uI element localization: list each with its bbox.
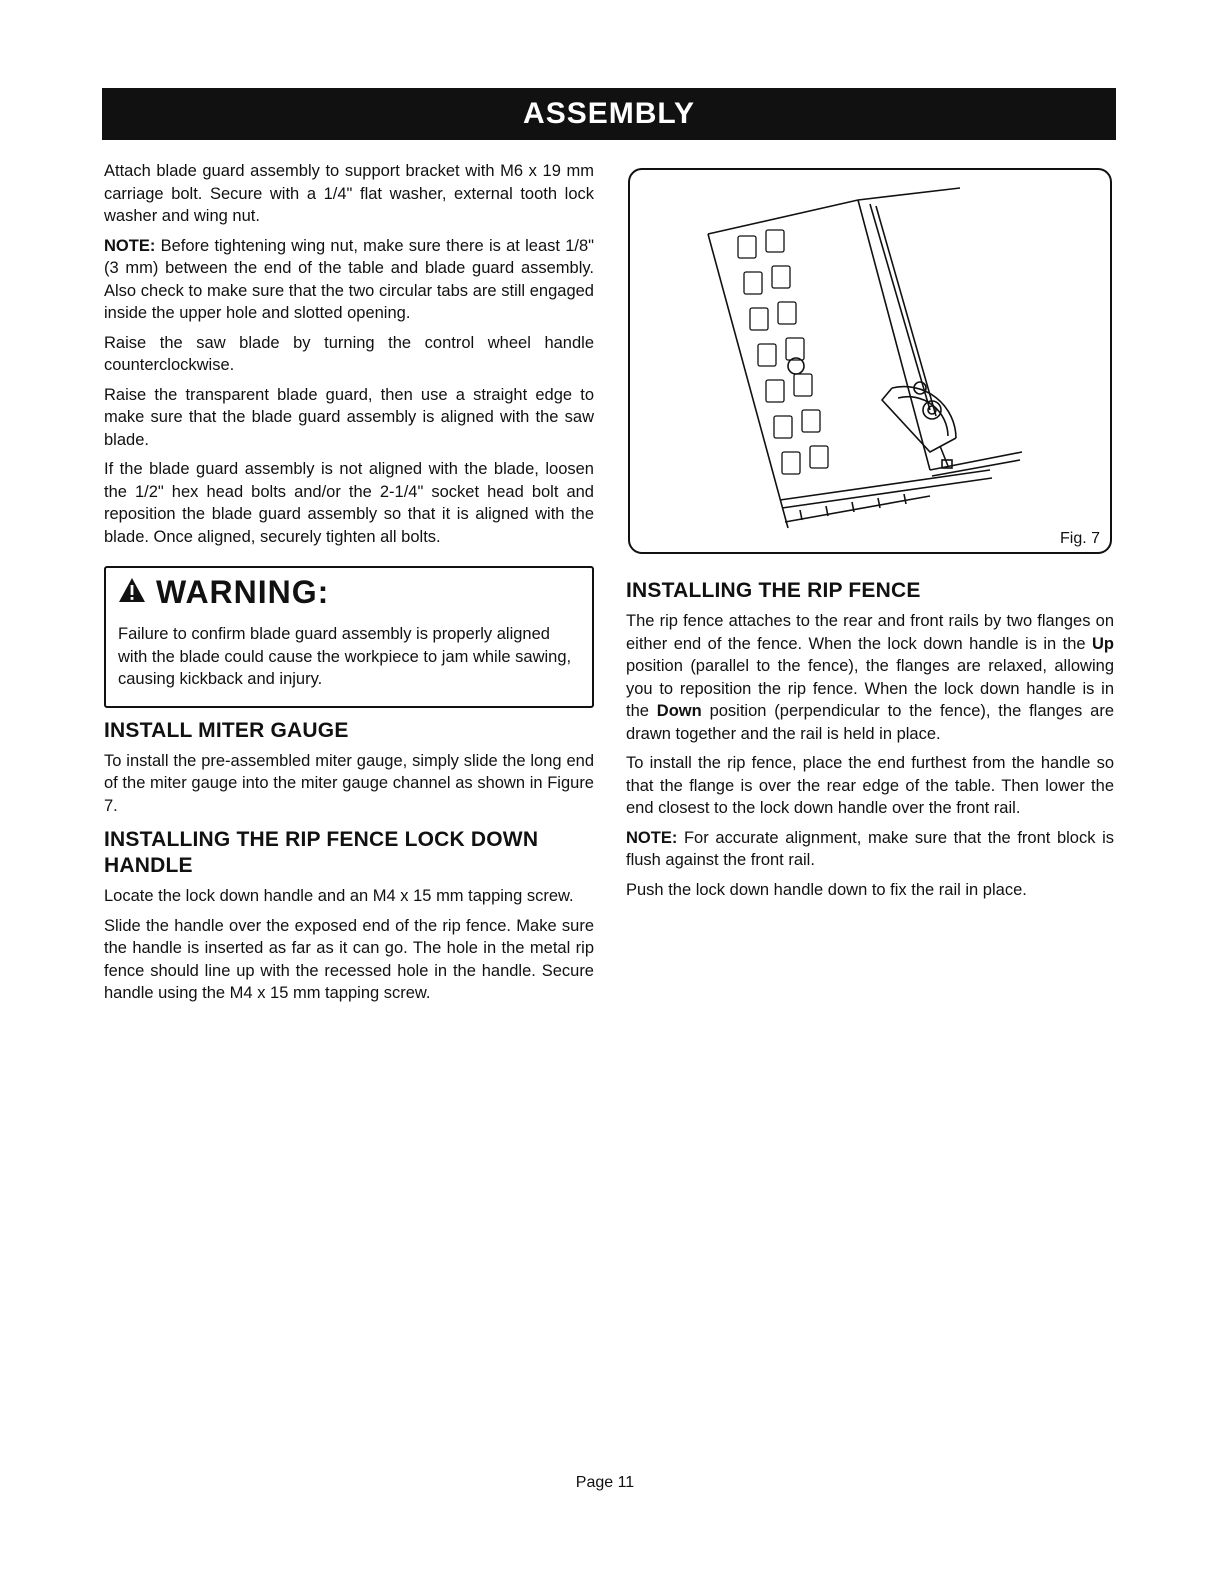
page-number: Page 11 xyxy=(575,1474,635,1491)
paragraph-raise-guard: Raise the transparent blade guard, then use a straight edge to make sure that the blade guard assembly is aligned with the saw blade. xyxy=(104,385,594,449)
page-title: ASSEMBLY xyxy=(523,97,695,130)
section-banner xyxy=(102,88,1116,140)
note-paragraph xyxy=(104,235,594,325)
note-paragraph-rip-fence xyxy=(626,827,1114,872)
paragraph-push-handle: Push the lock down handle down to fix the rail in place. xyxy=(626,880,1027,899)
table-saw-illustration xyxy=(630,170,1110,552)
heading-installing-rip-fence: INSTALLING THE RIP FENCE xyxy=(626,579,921,602)
warning-title: WARNING: xyxy=(156,574,330,610)
note-label: NOTE: xyxy=(104,236,156,255)
rip-fence-text-b: position (parallel to the fence), the flanges are relaxed, allowing you to reposition the rip fence. When the lock down handle is in the xyxy=(626,657,1114,720)
paragraph-locate-handle: Locate the lock down handle and an M4 x 15 mm tapping screw. xyxy=(104,887,574,905)
rip-fence-up: Up xyxy=(1092,634,1114,653)
paragraph-miter-gauge: To install the pre-assembled miter gauge, simply slide the long end of the miter gauge into the miter gauge channel as shown in Figure 7. xyxy=(104,751,594,815)
rip-fence-down: Down xyxy=(656,702,702,720)
note-text: Before tightening wing nut, make sure there is at least 1/8" (3 mm) between the end of the table and blade guard assembly. Also check to make sure that the two circular tabs are still engaged inside the upper hole and slotted opening. xyxy=(104,236,594,322)
heading-install-miter-gauge: INSTALL MITER GAUGE xyxy=(104,718,349,742)
rip-fence-text-c: position (perpendicular to the fence), the flanges are drawn together and the rail is held in place. xyxy=(626,702,1114,743)
warning-box xyxy=(104,566,594,708)
paragraph-align-guard: If the blade guard assembly is not aligned with the blade, loosen the 1/2" hex head bolts and/or the 2-1/4" socket head bolt and reposition the blade guard assembly so that it is aligned with the blade. Once aligned, securely tighten all bolts. xyxy=(104,460,594,546)
warning-triangle-icon xyxy=(118,577,146,608)
heading-lock-down-handle: INSTALLING THE RIP FENCE LOCK DOWN HANDLE xyxy=(104,828,539,877)
paragraph-raise-blade: Raise the saw blade by turning the control wheel handle counterclockwise. xyxy=(104,333,594,374)
rip-fence-text-a: The rip fence attaches to the rear and front rails by two flanges on either end of the fence. When the lock down handle is in the xyxy=(626,612,1114,653)
right-column xyxy=(626,578,1114,908)
figure-7 xyxy=(628,168,1112,554)
paragraph-attach-guard: Attach blade guard assembly to support bracket with M6 x 19 mm carriage bolt. Secure with a 1/4" flat washer, external tooth lock washer and wing nut. xyxy=(104,162,594,225)
left-column xyxy=(104,160,594,1012)
note-text-rip-fence: For accurate alignment, make sure that the front block is flush against the front rail. xyxy=(626,828,1114,869)
warning-header xyxy=(118,574,582,611)
note-label-rip-fence: NOTE: xyxy=(626,828,678,847)
warning-text: Failure to confirm blade guard assembly is properly aligned with the blade could cause the workpiece to jam while sawing, causing kickback and injury. xyxy=(118,625,572,688)
paragraph-install-rip-fence: To install the rip fence, place the end furthest from the handle so that the flange is over the rear edge of the table. Then lower the end closest to the lock down handle over the front rail. xyxy=(626,754,1114,817)
paragraph-rip-fence-flanges xyxy=(626,610,1114,745)
paragraph-slide-handle: Slide the handle over the exposed end of the rip fence. Make sure the handle is inserted as far as it can go. The hole in the metal rip fence should line up with the recessed hole in the handle. Secure handle using the M4 x 15 mm tapping screw. xyxy=(104,916,594,1002)
figure-label: Fig. 7 xyxy=(1059,530,1100,547)
